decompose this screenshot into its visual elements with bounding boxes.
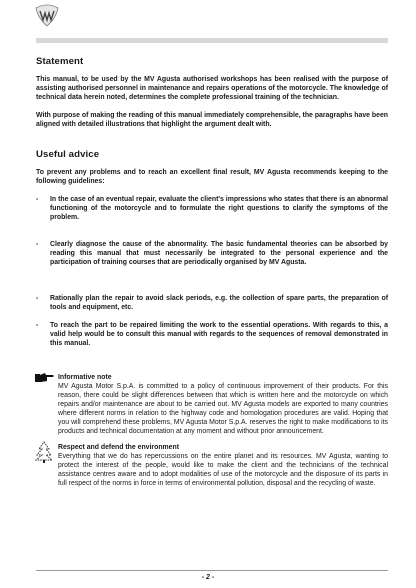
mv-agusta-logo-icon: [34, 2, 60, 28]
environment-title: Respect and defend the environment: [58, 444, 179, 451]
advice-item-text: To reach the part to be repaired limiting the work to the essential operations. With regards to this, a valid help would be to consult this manual with regards to the sequences of removal demonstrated in this manual.: [50, 322, 388, 347]
advice-heading: Useful advice: [36, 149, 100, 160]
note-title: Informative note: [58, 374, 112, 381]
bullet-dash: -: [36, 196, 39, 203]
advice-item-2: [36, 241, 388, 268]
advice-item-text: Clearly diagnose the cause of the abnormality. The basic fundamental theories can be absorbed by reading this manual that must necessarily be integrated to the personal experience and the participation of training courses that are periodically organised by MV Agusta.: [50, 241, 388, 266]
advice-item-text: Rationally plan the repair to avoid slack periods, e.g. the collection of spare parts, the preparation of tools and equipment, etc.: [50, 295, 388, 311]
page-number: - 2 -: [201, 574, 215, 581]
header-rule: [36, 38, 388, 43]
hand-pointing-icon: [35, 371, 55, 389]
advice-intro: To prevent any problems and to reach an excellent final result, MV Agusta recommends keeping to the following guidelines:: [36, 169, 388, 185]
footer-rule: [36, 570, 388, 571]
note-body: MV Agusta Motor S.p.A. is committed to a policy of continuous improvement of their products. For this reason, there could be slight differences between that which is written here and the motorcycle on which repairs and/or maintenance are about to be carried out. MV Agusta models are exported to many countries where different norms in relation to the highway code and homologation procedures are valid. Hoping that you will comprehend these problems, MV Agusta Motor S.p.A. reserves the right to make modifications to its products and technical documentation at any moment and without prior announcement.: [58, 383, 388, 435]
mv-agusta-logo: [34, 2, 60, 28]
statement-paragraph-2: With purpose of making the reading of this manual immediately comprehensible, the paragraphs have been aligned with detailed illustrations that highlight the argument dealt with.: [36, 112, 388, 128]
tree-icon: [35, 441, 53, 468]
statement-heading: Statement: [36, 56, 84, 67]
statement-paragraph-1: This manual, to be used by the MV Agusta authorised workshops has been realised with the purpose of assisting authorised personnel in maintenance and repairs operations of the motorcycle. The knowledge of technical data herein noted, determines the complete professional training of the technician.: [36, 76, 388, 101]
advice-item-4: [36, 322, 388, 349]
bullet-dash: -: [36, 322, 39, 329]
environment-body: Everything that we do has repercussions on the entire planet and its resources. MV Agusta, wanting to protect the interest of the people, would like to make the client and the technicians of the technical assistance centres aware and to adopt modalities of use of the motorcycle and the disposure of its parts in full respect of the norms in force in terms of environmental pollution, disposal and the recycling of waste.: [58, 453, 388, 487]
advice-item-text: In the case of an eventual repair, evaluate the client's impressions who states that there is an abnormal functioning of the motorcycle and to formulate the right questions to clarify the symptoms of the problem.: [50, 196, 388, 221]
advice-item-3: [36, 295, 388, 313]
advice-item-1: [36, 196, 388, 223]
bullet-dash: -: [36, 295, 39, 302]
bullet-dash: -: [36, 241, 39, 248]
